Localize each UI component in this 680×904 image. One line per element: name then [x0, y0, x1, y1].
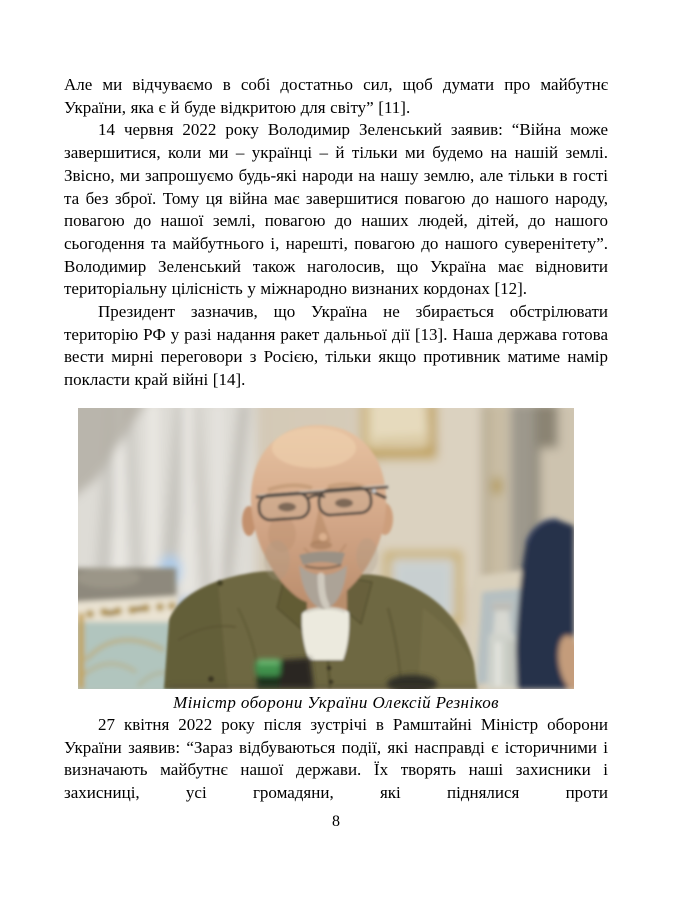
- body-paragraph: Але ми відчуваємо в собі достатньо сил, щоб думати про майбутнє України, яка є й буде відкритою для світу” [11].: [64, 75, 608, 117]
- body-paragraph: Президент зазначив, що Україна не збирається обстрілювати територію РФ у разі надання ракет дальньої дії [13]. Наша держава готова вести мирні переговори з Росією, тільки якщо противник матиме намір покласти край війні [14].: [64, 302, 608, 390]
- body-paragraph: 14 червня 2022 року Володимир Зеленський заявив: “Війна може завершитися, коли ми – українці – й тільки ми будемо на нашій землі. Звісно, ми запрошуємо будь-які народи на нашу землю, але тільки в гості та без зброї. Тому ця війна має завершитися повагою до нашого народу, повагою до нашої землі, повагою до наших людей, дітей, до нашого сьогодення та майбутнього і, нарешті, повагою до нашого суверенітету”. Володимир Зеленський також наголосив, що Україна має відновити територіальну цілісність у міжнародно визнаних кордонах [12].: [64, 120, 608, 299]
- door-handle: [493, 477, 502, 495]
- photo-reznikov: [78, 408, 574, 689]
- page-number: 8: [332, 812, 340, 830]
- body-paragraph: 27 квітня 2022 року після зустрічі в Рамштайні Міністр оборони України заявив: “Зараз відбуваються події, які насправді є історичними і визначають майбутнє нашої держави. Їх творять наші захисники і захисниці, усі громадяни, які піднялися проти: [64, 714, 608, 802]
- photo-caption: Міністр оборони України Олексій Резніков: [173, 692, 499, 712]
- microphone: [279, 658, 314, 689]
- green-bottle: [255, 659, 282, 689]
- photo-reznikov-illustration: [78, 408, 574, 689]
- white-tshirt: [302, 607, 349, 660]
- gilded-chair: [78, 596, 178, 689]
- text-column: [64, 74, 608, 832]
